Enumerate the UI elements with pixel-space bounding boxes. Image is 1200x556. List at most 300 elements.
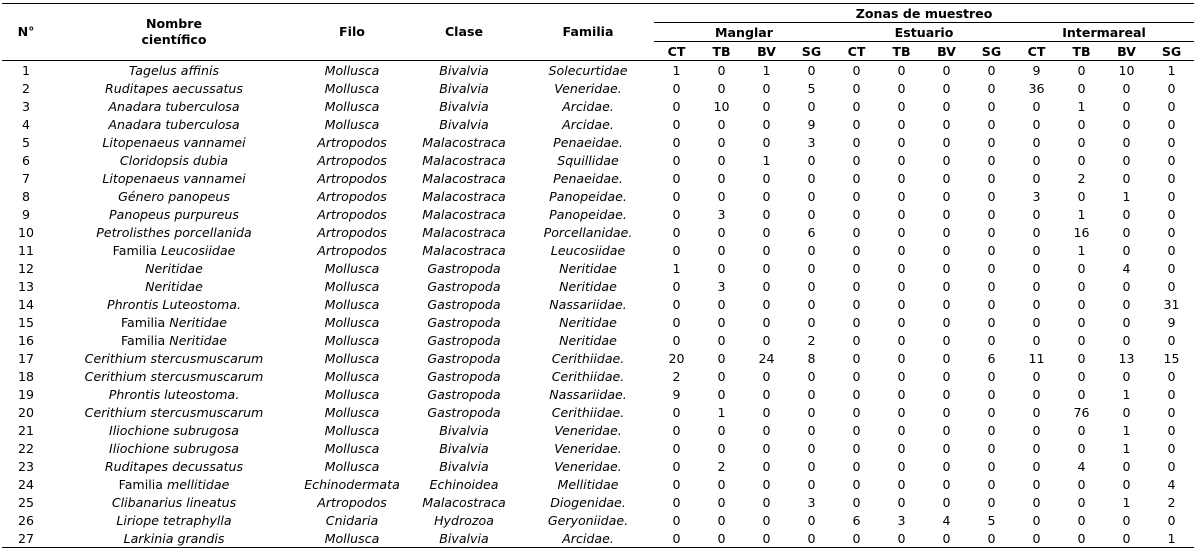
- count-intermareal-tb: 0: [1077, 350, 1086, 366]
- count-intermareal-ct: 0: [1032, 386, 1041, 402]
- count-estuario-sg: 0: [987, 314, 996, 330]
- count-intermareal-sg: 31: [1163, 296, 1180, 312]
- count-intermareal-bv: 0: [1122, 512, 1131, 528]
- name-prefix: Familia: [118, 476, 163, 492]
- class: Malacostraca: [422, 170, 506, 186]
- row-number: 1: [21, 62, 30, 78]
- count-estuario-sg: 0: [969, 529, 1014, 548]
- count-intermareal-ct: 0: [1032, 404, 1041, 420]
- scientific-name: [50, 511, 298, 529]
- table-row: [2, 313, 1194, 331]
- family: Penaeidae.: [553, 134, 623, 150]
- count-intermareal-tb: 0: [1077, 134, 1086, 150]
- phylum: Mollusca: [324, 404, 380, 420]
- phylum: Artropodos: [317, 242, 387, 258]
- phylum: Artropodos: [317, 170, 387, 186]
- family: Penaeidae.: [553, 170, 623, 186]
- count-manglar-sg: 0: [807, 386, 816, 402]
- family: Squillidae: [557, 152, 619, 168]
- count-intermareal-tb: 2: [1077, 170, 1086, 186]
- count-intermareal-ct: 0: [1032, 368, 1041, 384]
- row-number: 11: [17, 242, 35, 258]
- table-row: [2, 349, 1194, 367]
- row-number: 26: [17, 512, 35, 528]
- species-name: mellitidae: [166, 476, 230, 492]
- count-estuario-bv: 0: [942, 314, 951, 330]
- count-estuario-sg: 0: [987, 224, 996, 240]
- count-intermareal-bv: 0: [1122, 314, 1131, 330]
- scientific-name: [50, 97, 298, 115]
- class: Gastropoda: [427, 278, 501, 294]
- count-estuario-tb: 0: [897, 476, 906, 492]
- phylum: Mollusca: [324, 314, 380, 330]
- count-manglar-bv: 0: [762, 260, 771, 276]
- count-intermareal-ct: 0: [1032, 494, 1041, 510]
- count-estuario-ct: 0: [852, 188, 861, 204]
- count-intermareal-ct: 0: [1032, 152, 1041, 168]
- count-intermareal-ct: 0: [1032, 260, 1041, 276]
- count-estuario-tb: 0: [897, 206, 906, 222]
- table-row: [2, 367, 1194, 385]
- row-number: 21: [17, 422, 35, 438]
- count-estuario-sg: 0: [987, 80, 996, 96]
- count-intermareal-ct: 0: [1032, 314, 1041, 330]
- count-estuario-sg: 0: [987, 422, 996, 438]
- count-intermareal-bv: 0: [1122, 242, 1131, 258]
- count-manglar-sg: 5: [807, 80, 816, 96]
- table-row: [2, 259, 1194, 277]
- count-estuario-bv: 0: [942, 170, 951, 186]
- count-manglar-tb: 10: [713, 98, 730, 114]
- subcol-sg: SG: [969, 42, 1014, 61]
- scientific-name: [50, 133, 298, 151]
- table-row: [2, 331, 1194, 349]
- count-estuario-tb: 0: [897, 386, 906, 402]
- count-estuario-sg: 0: [987, 152, 996, 168]
- count-manglar-tb: 0: [717, 440, 726, 456]
- count-estuario-ct: 0: [852, 404, 861, 420]
- phylum: Artropodos: [317, 188, 387, 204]
- scientific-name: [50, 115, 298, 133]
- table-row: [2, 115, 1194, 133]
- count-intermareal-tb: 76: [1073, 404, 1090, 420]
- count-manglar-bv: 0: [744, 529, 789, 548]
- count-estuario-sg: 0: [987, 494, 996, 510]
- name-prefix: Familia: [120, 332, 166, 348]
- row-number: 3: [21, 98, 30, 114]
- phylum: Echinodermata: [304, 476, 400, 492]
- class: Bivalvia: [406, 529, 522, 548]
- name-prefix: Familia: [120, 314, 166, 330]
- species-name: Ruditapes decussatus: [104, 458, 244, 474]
- count-intermareal-ct: 0: [1032, 278, 1041, 294]
- count-intermareal-bv: 0: [1122, 80, 1131, 96]
- header-num: N°: [2, 4, 50, 61]
- count-estuario-bv: 4: [942, 512, 951, 528]
- count-manglar-sg: 0: [807, 296, 816, 312]
- family: Neritidae: [559, 314, 617, 330]
- count-intermareal-tb: 0: [1077, 494, 1086, 510]
- table-body: [2, 61, 1194, 548]
- species-name: Neritidae: [145, 260, 203, 276]
- count-manglar-sg: 0: [807, 170, 816, 186]
- count-manglar-tb: 0: [717, 386, 726, 402]
- count-manglar-ct: 0: [672, 170, 681, 186]
- count-intermareal-bv: 0: [1122, 296, 1131, 312]
- count-intermareal-tb: 4: [1077, 458, 1086, 474]
- count-estuario-bv: 0: [924, 529, 969, 548]
- count-manglar-sg: 0: [807, 512, 816, 528]
- row-number: 10: [17, 224, 35, 240]
- class: Gastropoda: [427, 368, 501, 384]
- scientific-name: [50, 241, 298, 259]
- family: Arcidae.: [522, 529, 654, 548]
- count-intermareal-ct: 0: [1032, 512, 1041, 528]
- count-manglar-bv: 0: [762, 116, 771, 132]
- count-intermareal-bv: 0: [1122, 170, 1131, 186]
- count-intermareal-tb: 0: [1077, 512, 1086, 528]
- table-row: [2, 529, 1194, 548]
- count-estuario-sg: 0: [987, 98, 996, 114]
- count-intermareal-ct: 0: [1032, 170, 1041, 186]
- row-number: 13: [17, 278, 35, 294]
- species-name: Tagelus affinis: [128, 62, 220, 78]
- class: Gastropoda: [427, 332, 501, 348]
- scientific-name: [50, 295, 298, 313]
- count-estuario-sg: 0: [987, 368, 996, 384]
- count-manglar-bv: 0: [762, 170, 771, 186]
- count-manglar-ct: 0: [654, 529, 699, 548]
- phylum: Mollusca: [324, 62, 380, 78]
- count-estuario-ct: 0: [852, 440, 861, 456]
- row-number: 12: [17, 260, 35, 276]
- class: Gastropoda: [427, 260, 501, 276]
- count-estuario-ct: 0: [852, 116, 861, 132]
- scientific-name: [50, 169, 298, 187]
- species-name: Cerithium stercusmuscarum: [84, 368, 264, 384]
- count-manglar-ct: 0: [672, 188, 681, 204]
- count-manglar-ct: 0: [672, 80, 681, 96]
- count-manglar-sg: 0: [807, 368, 816, 384]
- count-estuario-ct: 0: [852, 224, 861, 240]
- count-manglar-tb: 0: [717, 368, 726, 384]
- count-manglar-ct: 9: [672, 386, 681, 402]
- count-intermareal-ct: 0: [1014, 529, 1059, 548]
- count-estuario-ct: 6: [852, 512, 861, 528]
- species-name: Phrontis luteostoma.: [108, 386, 240, 402]
- count-estuario-sg: 0: [987, 260, 996, 276]
- count-estuario-tb: 0: [897, 134, 906, 150]
- count-manglar-tb: 3: [717, 206, 726, 222]
- table-row: [2, 61, 1194, 80]
- count-manglar-bv: 0: [762, 512, 771, 528]
- count-manglar-tb: 0: [717, 422, 726, 438]
- subcol-sg: SG: [1149, 42, 1194, 61]
- count-intermareal-tb: 0: [1077, 62, 1086, 78]
- row-number: 22: [17, 440, 35, 456]
- count-estuario-bv: 0: [942, 350, 951, 366]
- count-intermareal-ct: 9: [1032, 62, 1041, 78]
- family: Leucosiidae: [550, 242, 626, 258]
- count-manglar-ct: 0: [672, 152, 681, 168]
- phylum: Mollusca: [324, 386, 380, 402]
- count-manglar-ct: 0: [672, 116, 681, 132]
- count-intermareal-bv: 0: [1104, 529, 1149, 548]
- phylum: Mollusca: [324, 278, 380, 294]
- count-estuario-sg: 0: [987, 170, 996, 186]
- count-intermareal-ct: 3: [1032, 188, 1041, 204]
- count-estuario-tb: 0: [897, 170, 906, 186]
- count-estuario-bv: 0: [942, 278, 951, 294]
- count-estuario-tb: 0: [897, 458, 906, 474]
- header-group-intermareal: Intermareal: [1014, 23, 1194, 42]
- count-manglar-ct: 0: [672, 224, 681, 240]
- count-intermareal-sg: 0: [1167, 278, 1176, 294]
- count-estuario-tb: 0: [897, 494, 906, 510]
- subcol-bv: BV: [924, 42, 969, 61]
- family: Nassariidae.: [549, 386, 627, 402]
- count-intermareal-sg: 1: [1167, 62, 1176, 78]
- scientific-name: [50, 457, 298, 475]
- family: Porcellanidae.: [543, 224, 633, 240]
- count-estuario-bv: 0: [942, 440, 951, 456]
- count-manglar-sg: 3: [807, 494, 816, 510]
- count-manglar-bv: 0: [762, 296, 771, 312]
- row-number: 5: [21, 134, 30, 150]
- family: Neritidae: [559, 260, 617, 276]
- count-intermareal-tb: 16: [1073, 224, 1090, 240]
- phylum: Mollusca: [324, 80, 380, 96]
- count-estuario-bv: 0: [942, 422, 951, 438]
- count-intermareal-bv: 0: [1122, 116, 1131, 132]
- count-intermareal-sg: 0: [1167, 224, 1176, 240]
- phylum: Artropodos: [317, 224, 387, 240]
- count-manglar-bv: 0: [762, 134, 771, 150]
- count-manglar-sg: 0: [807, 242, 816, 258]
- count-estuario-ct: 0: [852, 242, 861, 258]
- count-intermareal-bv: 0: [1122, 368, 1131, 384]
- count-estuario-tb: 0: [897, 116, 906, 132]
- count-manglar-sg: 0: [807, 152, 816, 168]
- table-row: [2, 493, 1194, 511]
- table-header: [2, 4, 1194, 61]
- family: Cerithiidae.: [551, 404, 625, 420]
- class: Malacostraca: [422, 224, 506, 240]
- count-intermareal-tb: 0: [1077, 440, 1086, 456]
- count-manglar-ct: 0: [672, 278, 681, 294]
- count-manglar-sg: 9: [807, 116, 816, 132]
- count-intermareal-tb: 0: [1077, 152, 1086, 168]
- subcol-tb: TB: [699, 42, 744, 61]
- class: Gastropoda: [427, 314, 501, 330]
- table-row: [2, 457, 1194, 475]
- count-manglar-bv: 0: [762, 206, 771, 222]
- class: Malacostraca: [422, 188, 506, 204]
- count-estuario-tb: 0: [897, 368, 906, 384]
- count-manglar-ct: 2: [672, 368, 681, 384]
- count-intermareal-tb: 0: [1077, 278, 1086, 294]
- count-intermareal-tb: 0: [1077, 422, 1086, 438]
- count-estuario-ct: 0: [852, 422, 861, 438]
- count-intermareal-bv: 1: [1122, 440, 1131, 456]
- count-intermareal-sg: 0: [1167, 404, 1176, 420]
- count-estuario-ct: 0: [852, 494, 861, 510]
- phylum: Mollusca: [324, 296, 380, 312]
- family: Veneridae.: [554, 458, 622, 474]
- count-estuario-bv: 0: [942, 98, 951, 114]
- count-manglar-tb: 0: [717, 80, 726, 96]
- class: Malacostraca: [422, 242, 506, 258]
- count-estuario-sg: 0: [987, 458, 996, 474]
- count-manglar-bv: 0: [762, 494, 771, 510]
- count-intermareal-tb: 1: [1077, 206, 1086, 222]
- count-intermareal-sg: 0: [1167, 98, 1176, 114]
- count-estuario-sg: 0: [987, 116, 996, 132]
- count-intermareal-sg: 0: [1167, 386, 1176, 402]
- count-manglar-sg: 0: [789, 529, 834, 548]
- subcol-tb: TB: [1059, 42, 1104, 61]
- count-manglar-tb: 0: [699, 529, 744, 548]
- family: Cerithiidae.: [551, 368, 625, 384]
- species-name: Neritidae: [169, 332, 228, 348]
- count-intermareal-bv: 0: [1122, 134, 1131, 150]
- species-name: Larkinia grandis: [123, 530, 225, 546]
- scientific-name: [50, 439, 298, 457]
- count-intermareal-tb: 1: [1077, 98, 1086, 114]
- row-number: 27: [2, 529, 50, 548]
- count-intermareal-ct: 0: [1032, 332, 1041, 348]
- count-manglar-bv: 0: [762, 422, 771, 438]
- count-estuario-ct: 0: [852, 350, 861, 366]
- count-manglar-ct: 0: [672, 314, 681, 330]
- species-name: Liriope tetraphylla: [116, 512, 232, 528]
- count-intermareal-bv: 0: [1122, 152, 1131, 168]
- count-intermareal-tb: 0: [1077, 314, 1086, 330]
- count-estuario-tb: 0: [897, 350, 906, 366]
- table-row: [2, 475, 1194, 493]
- table-row: [2, 133, 1194, 151]
- scientific-name: [50, 421, 298, 439]
- count-manglar-bv: 0: [762, 98, 771, 114]
- row-number: 14: [17, 296, 35, 312]
- species-name: Litopenaeus vannamei: [102, 170, 246, 186]
- table-row: [2, 403, 1194, 421]
- count-estuario-bv: 0: [942, 152, 951, 168]
- table-row: [2, 169, 1194, 187]
- count-estuario-tb: 0: [897, 260, 906, 276]
- count-manglar-sg: 6: [807, 224, 816, 240]
- count-intermareal-sg: 0: [1167, 440, 1176, 456]
- count-estuario-sg: 0: [987, 188, 996, 204]
- count-estuario-tb: 0: [897, 80, 906, 96]
- count-manglar-ct: 0: [672, 242, 681, 258]
- class: Bivalvia: [439, 422, 489, 438]
- count-manglar-ct: 1: [672, 62, 681, 78]
- header-nombre: Nombre científico: [50, 4, 298, 61]
- count-intermareal-ct: 36: [1028, 80, 1045, 96]
- species-name: Iliochione subrugosa: [109, 440, 239, 456]
- subcol-sg: SG: [789, 42, 834, 61]
- row-number: 7: [21, 170, 30, 186]
- phylum: Artropodos: [317, 134, 387, 150]
- count-manglar-tb: 0: [717, 512, 726, 528]
- scientific-name: [50, 349, 298, 367]
- row-number: 24: [17, 476, 35, 492]
- count-estuario-bv: 0: [942, 494, 951, 510]
- scientific-name: [50, 475, 298, 493]
- count-estuario-sg: 6: [987, 350, 996, 366]
- count-manglar-sg: 0: [807, 440, 816, 456]
- count-manglar-sg: 0: [807, 458, 816, 474]
- count-manglar-ct: 0: [672, 404, 681, 420]
- count-estuario-sg: 0: [987, 476, 996, 492]
- species-name: Cerithium stercusmuscarum: [84, 404, 264, 420]
- species-name: Leucosiidae: [160, 242, 236, 258]
- phylum: Mollusca: [324, 350, 380, 366]
- count-estuario-ct: 0: [834, 529, 879, 548]
- family: Cerithiidae.: [551, 350, 625, 366]
- family: Diogenidae.: [550, 494, 626, 510]
- row-number: 9: [21, 206, 30, 222]
- count-intermareal-sg: 0: [1167, 116, 1176, 132]
- count-estuario-tb: 3: [897, 512, 906, 528]
- scientific-name: [50, 259, 298, 277]
- count-estuario-tb: 0: [897, 440, 906, 456]
- species-name: Cerithium stercusmuscarum: [84, 350, 264, 366]
- count-intermareal-bv: 1: [1122, 494, 1131, 510]
- species-name: Ruditapes aecussatus: [105, 80, 243, 96]
- count-intermareal-ct: 0: [1032, 458, 1041, 474]
- count-manglar-ct: 0: [672, 458, 681, 474]
- row-number: 18: [17, 368, 35, 384]
- family: Arcidae.: [562, 116, 614, 132]
- family: Panopeidae.: [549, 188, 627, 204]
- row-number: 2: [21, 80, 30, 96]
- count-estuario-ct: 0: [852, 278, 861, 294]
- phylum: Mollusca: [324, 422, 380, 438]
- count-intermareal-bv: 10: [1118, 62, 1135, 78]
- class: Gastropoda: [427, 296, 501, 312]
- scientific-name: [50, 205, 298, 223]
- count-estuario-ct: 0: [852, 152, 861, 168]
- row-number: 15: [17, 314, 35, 330]
- family: Veneridae.: [554, 440, 622, 456]
- count-estuario-ct: 0: [852, 314, 861, 330]
- phylum: Mollusca: [324, 440, 380, 456]
- species-name: Petrolisthes porcellanida: [96, 224, 252, 240]
- count-estuario-sg: 0: [987, 332, 996, 348]
- class: Bivalvia: [439, 116, 489, 132]
- table-row: [2, 439, 1194, 457]
- table-row: [2, 385, 1194, 403]
- count-intermareal-bv: 13: [1118, 350, 1135, 366]
- phylum: Artropodos: [317, 152, 387, 168]
- count-estuario-ct: 0: [852, 368, 861, 384]
- count-manglar-tb: 3: [717, 278, 726, 294]
- count-manglar-ct: 0: [672, 422, 681, 438]
- table-row: [2, 97, 1194, 115]
- species-name: Phrontis Luteostoma.: [106, 296, 242, 312]
- count-intermareal-ct: 0: [1032, 476, 1041, 492]
- species-name: Iliochione subrugosa: [109, 422, 239, 438]
- row-number: 6: [21, 152, 30, 168]
- count-estuario-sg: 0: [987, 62, 996, 78]
- count-intermareal-ct: 0: [1032, 206, 1041, 222]
- phylum: Mollusca: [324, 116, 380, 132]
- count-estuario-sg: 0: [987, 134, 996, 150]
- count-manglar-bv: 0: [762, 332, 771, 348]
- count-intermareal-tb: 0: [1059, 529, 1104, 548]
